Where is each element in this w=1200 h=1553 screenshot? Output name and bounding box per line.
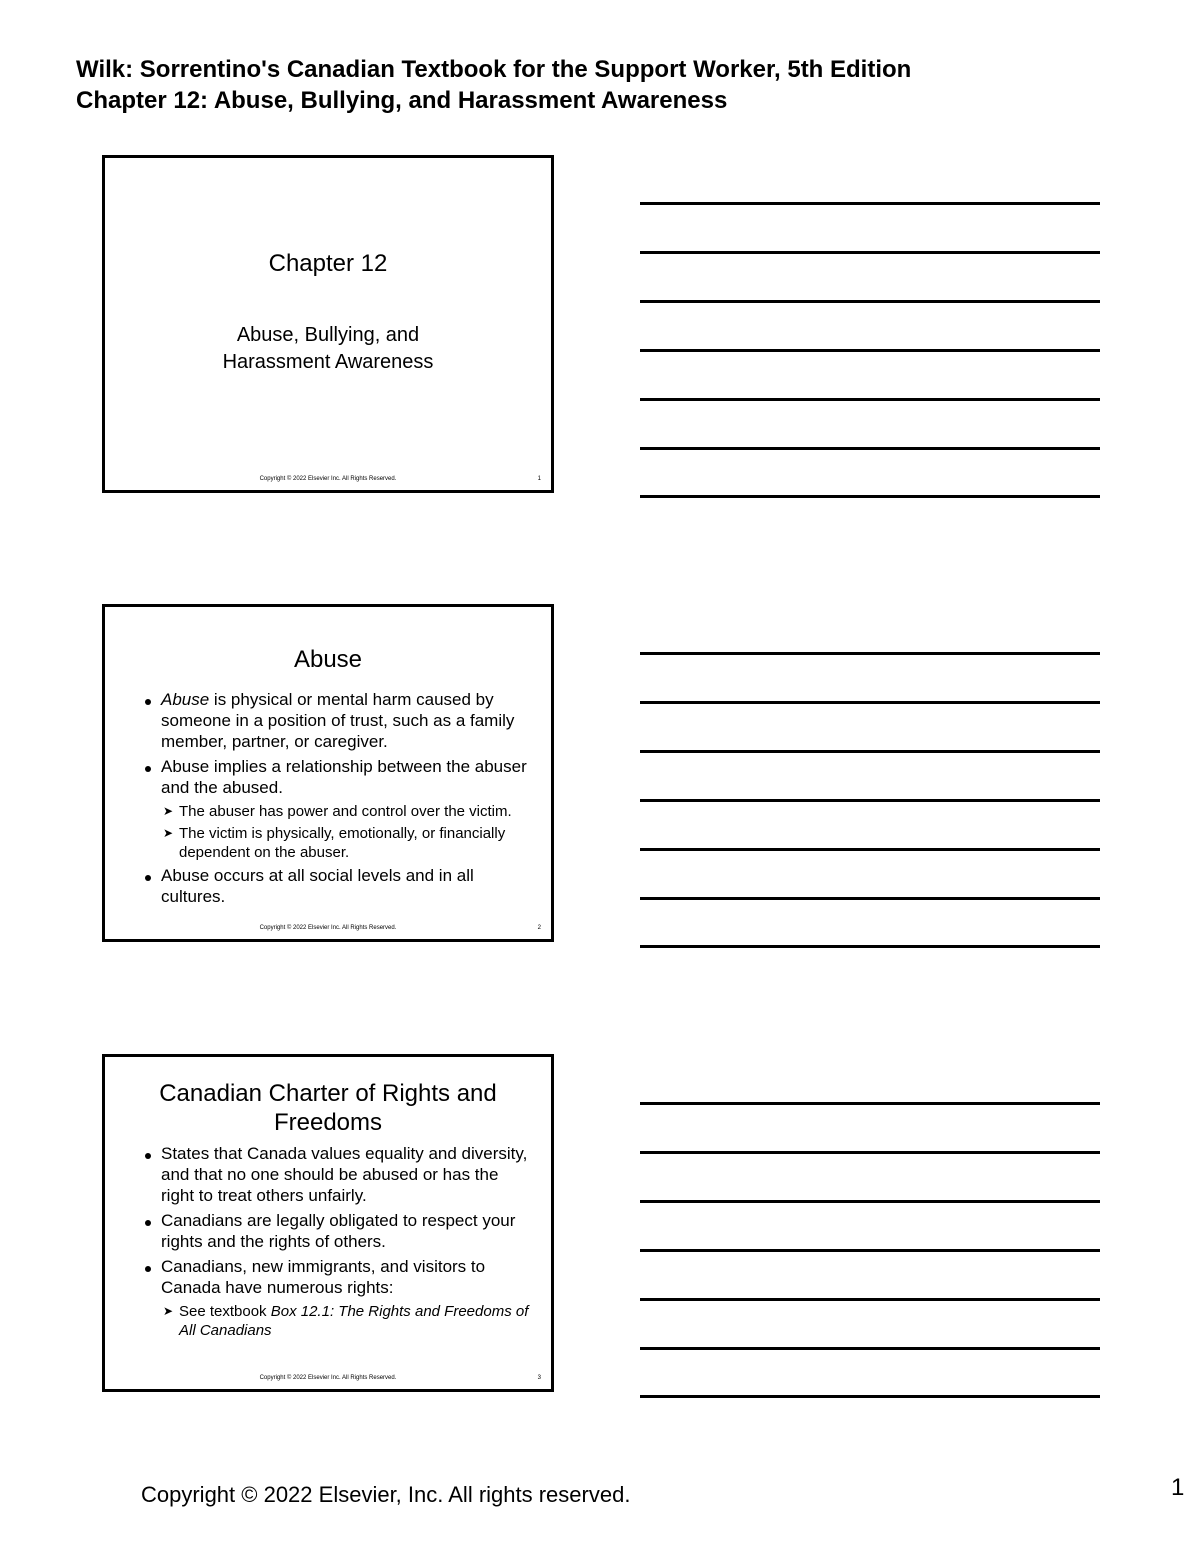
bullet-item: Abuse implies a relationship between the abuser and the abused. (143, 756, 531, 798)
slide-copyright: Copyright © 2022 Elsevier Inc. All Rights Reserved. (259, 925, 397, 931)
sub-bullet-item (143, 824, 531, 862)
note-line (640, 1347, 1100, 1350)
note-line (640, 1151, 1100, 1154)
note-line (640, 1200, 1100, 1203)
slide-content (143, 689, 531, 911)
note-line (640, 447, 1100, 450)
note-line (640, 349, 1100, 352)
note-line (640, 495, 1100, 498)
arrow-bullet-icon: ➤ (163, 804, 174, 818)
note-line (640, 799, 1100, 802)
sub-bullet-item (143, 1302, 531, 1340)
page-copyright: Copyright © 2022 Elsevier, Inc. All rights reserved. (141, 1482, 631, 1507)
bullet-item: Canadians, new immigrants, and visitors to Canada have numerous rights: (143, 1256, 531, 1298)
bullet-item (143, 689, 531, 752)
slide-title: Abuse (293, 646, 363, 673)
book-title: Wilk: Sorrentino's Canadian Textbook for the Support Worker, 5th Edition (76, 56, 912, 83)
bullet-item: Canadians are legally obligated to respect your rights and the rights of others. (143, 1210, 531, 1252)
slide-subtitle (105, 322, 551, 376)
note-line (640, 848, 1100, 851)
note-line (640, 750, 1100, 753)
note-line (640, 1298, 1100, 1301)
note-line (640, 652, 1100, 655)
box-reference: Box 12.1: The Rights and Freedoms of All Canadians (179, 1303, 529, 1339)
note-line (640, 251, 1100, 254)
note-line (640, 300, 1100, 303)
subtitle-line: Abuse, Bullying, and (236, 324, 420, 346)
arrow-bullet-icon: ➤ (163, 826, 174, 840)
sub-bullet-text: The victim is physically, emotionally, or financially dependent on the abuser. (179, 825, 506, 861)
subtitle-line: Harassment Awareness (222, 351, 434, 373)
sub-bullet-item (143, 802, 531, 821)
sub-bullet-text: The abuser has power and control over the victim. (179, 803, 512, 820)
note-line (640, 945, 1100, 948)
bullet-item: Abuse occurs at all social levels and in all cultures. (143, 865, 531, 907)
slide-number: 2 (537, 925, 541, 931)
note-line (640, 897, 1100, 900)
note-line (640, 398, 1100, 401)
note-line (640, 1102, 1100, 1105)
slide-title: Chapter 12 (268, 250, 388, 277)
note-line (640, 202, 1100, 205)
slide-content (143, 1143, 531, 1343)
chapter-title: Chapter 12: Abuse, Bullying, and Harassment Awareness (76, 87, 728, 114)
slide-title-line: Freedoms (273, 1109, 383, 1136)
page-number: 1 (1171, 1474, 1185, 1501)
note-line (640, 1395, 1100, 1398)
sub-bullet-text: See textbook (179, 1303, 271, 1320)
slide-copyright: Copyright © 2022 Elsevier Inc. All Rights Reserved. (259, 476, 397, 482)
bullet-text: is physical or mental harm caused by someone in a position of trust, such as a family member, partner, or caregiver. (161, 690, 515, 751)
slide-copyright: Copyright © 2022 Elsevier Inc. All Rights Reserved. (259, 1375, 397, 1381)
note-line (640, 701, 1100, 704)
note-line (640, 1249, 1100, 1252)
bullet-item: States that Canada values equality and diversity, and that no one should be abused or has the right to treat others unfairly. (143, 1143, 531, 1206)
term: Abuse (161, 690, 210, 709)
page-header (76, 54, 911, 116)
slide-2 (102, 604, 554, 942)
slide-number: 3 (537, 1375, 541, 1381)
arrow-bullet-icon: ➤ (163, 1304, 174, 1318)
slide-1 (102, 155, 554, 493)
slide-number: 1 (537, 476, 541, 482)
slide-title-line: Canadian Charter of Rights and (159, 1080, 497, 1107)
slide-3 (102, 1054, 554, 1392)
